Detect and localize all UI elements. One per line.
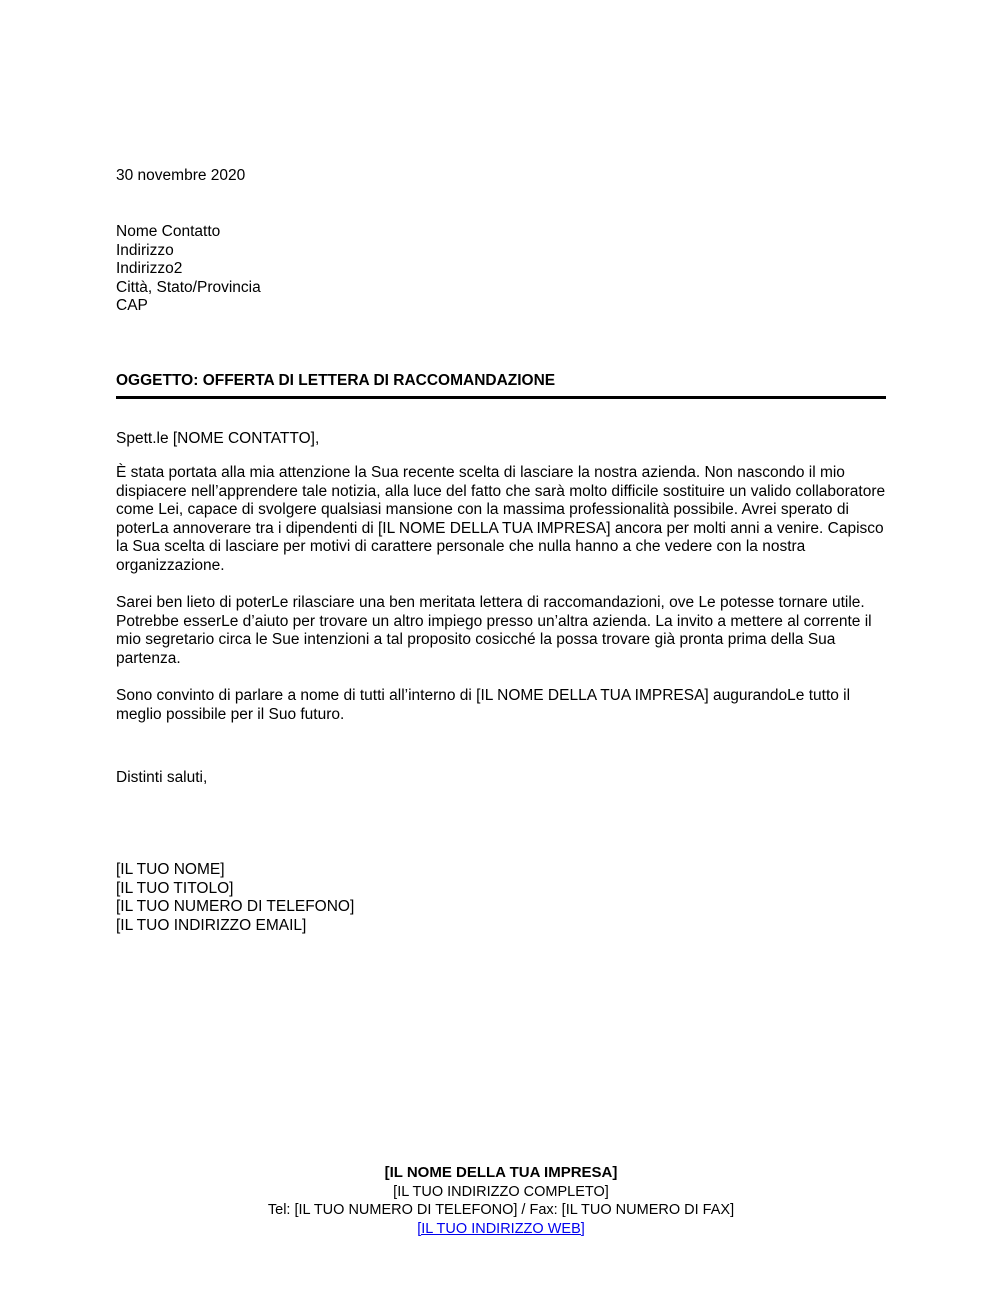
footer-contacts: Tel: [IL TUO NUMERO DI TELEFONO] / Fax: [IL TUO NUMERO DI FAX] xyxy=(267,1202,735,1218)
footer-website-link[interactable]: [IL TUO INDIRIZZO WEB] xyxy=(417,1220,585,1237)
recipient-line: Città, Stato/Provincia xyxy=(116,278,261,296)
recipient-line: Nome Contatto xyxy=(116,223,221,240)
recipient-address-block xyxy=(116,223,261,316)
body-paragraph: Sarei ben lieto di poterLe rilasciare una ben meritata lettera di raccomandazioni, ove Le potesse tornare utile. Potrebbe esserLe d’aiuto per trovare un altro impiego presso un’altra azienda. La invito a mettere al corrente il mio segretario circa le Sue intenzioni a tal proposito cosicché la possa trovare già pronta prima della Sua partenza. xyxy=(116,594,872,667)
footer-address: [IL TUO INDIRIZZO COMPLETO] xyxy=(393,1183,609,1200)
subject-divider-rule xyxy=(116,396,886,399)
subject-heading: OGGETTO: OFFERTA DI LETTERA DI RACCOMANDAZIONE xyxy=(116,372,556,389)
salutation-line: Spett.le [NOME CONTATTO], xyxy=(116,430,320,447)
footer-company-name: [IL NOME DELLA TUA IMPRESA] xyxy=(384,1164,618,1181)
body-paragraph: Sono convinto di parlare a nome di tutti all’interno di [IL NOME DELLA TUA IMPRESA] augurandoLe tutto il meglio possibile per il Suo futuro. xyxy=(116,687,851,723)
letter-body xyxy=(116,464,886,724)
recipient-line: Indirizzo xyxy=(116,241,174,259)
closing-line: Distinti saluti, xyxy=(116,769,208,786)
footer-website-link-row xyxy=(116,1220,886,1239)
signature-line: [IL TUO NOME] xyxy=(116,861,225,878)
signature-line: [IL TUO TITOLO] xyxy=(116,879,234,897)
recipient-line: Indirizzo2 xyxy=(116,260,183,277)
signature-block xyxy=(116,861,354,935)
signature-line: [IL TUO INDIRIZZO EMAIL] xyxy=(116,916,307,934)
letter-date: 30 novembre 2020 xyxy=(116,167,246,184)
recipient-line: CAP xyxy=(116,297,148,314)
signature-line: [IL TUO NUMERO DI TELEFONO] xyxy=(116,898,355,915)
body-paragraph: È stata portata alla mia attenzione la Sua recente scelta di lasciare la nostra azienda. Non nascondo il mio dispiacere nell’apprendere tale notizia, alla luce del fatto che sarà molto difficile sostituire un valido collaboratore come Lei, capace di svolgere qualsiasi mansione con la massima professionalità possibile. Avrei sperato di poterLa annoverare tra i dipendenti di [IL NOME DELLA TUA IMPRESA] ancora per molti anni a venire. Capisco la Sua scelta di lasciare per motivi di carattere personale che nulla hanno a che vedere con la nostra organizzazione. xyxy=(116,464,886,574)
page-footer xyxy=(116,1164,886,1238)
